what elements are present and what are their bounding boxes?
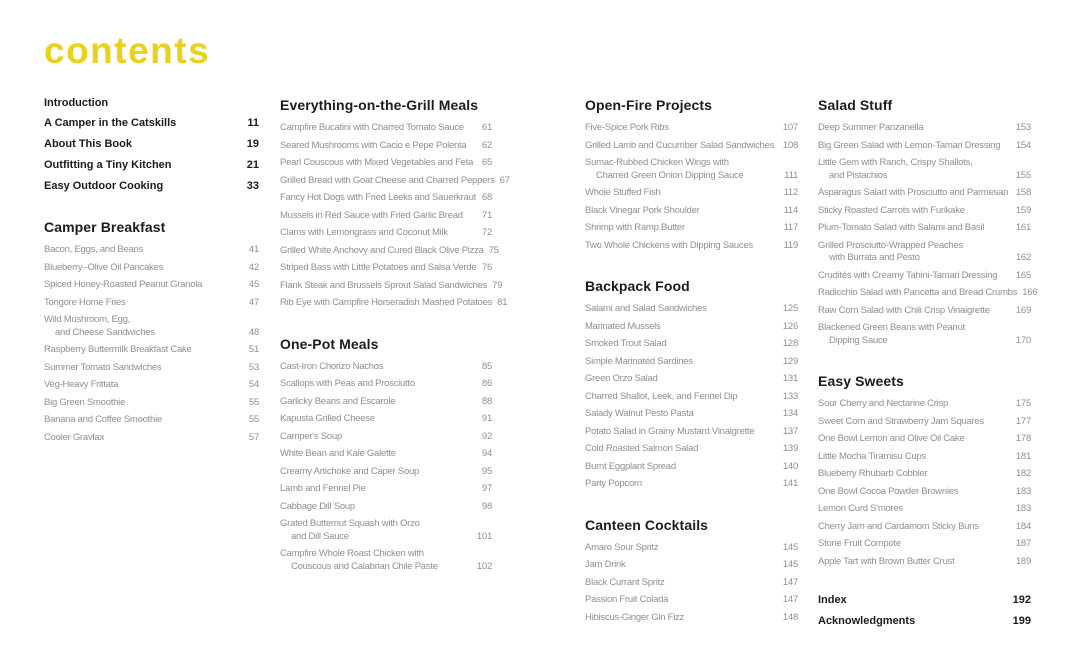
toc-section <box>585 278 798 491</box>
entry-page-number: 147 <box>782 576 798 588</box>
entry-page-number: 33 <box>246 180 259 192</box>
entry-title: Potato Salad in Grainy Mustard Vinaigrette <box>585 425 755 437</box>
entry-title: Two Whole Chickens with Dipping Sauces <box>585 239 753 251</box>
entry-title: Fancy Hot Dogs with Fried Leeks and Sauerkraut <box>280 192 477 203</box>
entry-title: Amaro Sour Spritz <box>585 541 659 553</box>
entry-page-number: 177 <box>1015 415 1031 427</box>
toc-entry <box>585 426 798 439</box>
toc-entry <box>585 391 798 404</box>
toc-entry <box>818 157 1031 182</box>
toc-entry <box>280 413 492 426</box>
toc-entry <box>585 157 798 182</box>
entry-title: Spiced Honey-Roasted Peanut Granola <box>44 279 203 290</box>
entry-title: Lemon Curd S'mores <box>818 503 903 514</box>
entry-title: One Bowl Lemon and Olive Oil Cake <box>818 433 965 444</box>
entry-title: Blueberry–Olive Oil Pancakes <box>44 261 164 273</box>
entry-title: Raspberry Buttermilk Breakfast Cake <box>44 344 192 355</box>
entry-title: Seared Mushrooms with Cacio e Pepe Polenta <box>280 139 467 151</box>
entry-page-number: 55 <box>248 414 259 425</box>
entry-page-number: 148 <box>782 611 798 623</box>
toc-entry <box>280 297 508 310</box>
toc-entry <box>585 461 798 474</box>
toc-entry <box>280 174 510 188</box>
toc-column-4 <box>818 97 1038 654</box>
toc-entry <box>44 117 259 130</box>
toc-entry <box>585 373 798 386</box>
entry-title: Flank Steak and Brussels Sprout Salad Sandwiches <box>280 279 488 291</box>
toc-entry <box>585 408 798 421</box>
entry-page-number: 68 <box>481 192 492 203</box>
entry-page-number: 153 <box>1015 122 1031 133</box>
toc-entry <box>44 432 259 445</box>
entry-title: Grated Butternut Squash with Orzo and Dill Sauce <box>280 518 420 542</box>
entry-page-number: 162 <box>1015 252 1031 263</box>
toc-entry <box>280 396 492 409</box>
entry-title: White Bean and Kale Galette <box>280 448 396 459</box>
entry-page-number: 119 <box>783 239 798 251</box>
toc-entry <box>585 594 798 607</box>
toc-entry <box>585 240 798 253</box>
toc-entry <box>585 122 798 135</box>
entry-title: Wild Mushroom, Egg, and Cheese Sandwiches <box>44 314 155 338</box>
entry-page-number: 184 <box>1015 520 1031 532</box>
toc-column-2 <box>280 97 510 599</box>
entry-title: Cherry Jam and Cardamom Sticky Buns <box>818 520 979 532</box>
toc-entry <box>280 431 492 444</box>
toc-column-3 <box>585 97 798 650</box>
entry-page-number: 131 <box>782 373 798 384</box>
entry-page-number: 159 <box>1015 204 1031 216</box>
toc-entry <box>585 559 798 572</box>
entry-title: Tongore Home Fries <box>44 296 126 308</box>
entry-page-number: 161 <box>1015 222 1031 233</box>
entry-page-number: 54 <box>248 379 259 390</box>
toc-section <box>44 219 259 444</box>
entry-page-number: 51 <box>248 344 259 355</box>
entry-title: Rib Eye with Campfire Horseradish Mashed Potatoes <box>280 297 493 308</box>
entry-title: Lamb and Fennel Pie <box>280 483 366 494</box>
entry-title: Acknowledgments <box>818 615 916 627</box>
toc-entry <box>818 205 1031 218</box>
entry-title: Salami and Salad Sandwiches <box>585 303 707 314</box>
toc-entry <box>280 192 492 205</box>
entry-page-number: 101 <box>476 530 492 542</box>
entry-page-number: 145 <box>782 559 798 570</box>
entry-page-number: 181 <box>1015 450 1031 462</box>
entry-page-number: 95 <box>481 465 492 477</box>
entry-title: Blueberry Rhubarb Cobbler <box>818 468 928 479</box>
entry-page-number: 88 <box>481 395 492 407</box>
entry-page-number: 85 <box>481 360 492 372</box>
entry-page-number: 48 <box>248 326 259 338</box>
entry-title: Black Vinegar Pork Shoulder <box>585 204 700 216</box>
toc-section <box>44 97 259 193</box>
toc-entry <box>44 297 259 310</box>
entry-page-number: 81 <box>497 297 508 308</box>
entry-title: Grilled Bread with Goat Cheese and Charred Peppers <box>280 174 495 186</box>
toc-entry <box>585 205 798 218</box>
section-header: Camper Breakfast <box>44 219 166 235</box>
entry-page-number: 128 <box>782 338 798 349</box>
toc-entry <box>44 279 259 292</box>
entry-page-number: 65 <box>481 157 492 168</box>
entry-title: Grilled Prosciutto-Wrapped Peaches with Burrata and Pesto <box>818 239 963 263</box>
entry-title: Garlicky Beans and Escarole <box>280 395 396 407</box>
entry-title: Veg-Heavy Frittata <box>44 379 119 390</box>
entry-page-number: 42 <box>248 261 259 273</box>
entry-page-number: 155 <box>1015 169 1031 181</box>
toc-entry <box>44 414 259 427</box>
entry-title: Grilled Lamb and Cucumber Salad Sandwiches <box>585 139 775 151</box>
entry-page-number: 47 <box>248 296 259 308</box>
section-header: Salad Stuff <box>818 97 893 113</box>
entry-title: Outfitting a Tiny Kitchen <box>44 159 172 171</box>
entry-page-number: 154 <box>1015 139 1031 151</box>
toc-entry <box>818 433 1031 446</box>
toc-entry <box>280 262 492 275</box>
entry-title: Cast-Iron Chorizo Nachos <box>280 360 384 372</box>
toc-entry <box>585 577 798 590</box>
toc-entry <box>280 244 499 258</box>
entry-title: Asparagus Salad with Prosciutto and Parmesan <box>818 187 1009 198</box>
entry-page-number: 129 <box>782 355 798 367</box>
entry-title: Big Green Salad with Lemon-Tamari Dressing <box>818 139 1001 151</box>
toc-entry <box>818 187 1031 200</box>
entry-page-number: 126 <box>782 320 798 332</box>
toc-entry <box>818 270 1031 283</box>
toc-entry <box>818 538 1031 551</box>
entry-title: Charred Shallot, Leek, and Fennel Dip <box>585 390 738 402</box>
section-header: Introduction <box>44 97 109 109</box>
entry-page-number: 140 <box>782 460 798 472</box>
toc-entry <box>818 556 1031 569</box>
entry-title: Clams with Lemongrass and Coconut Milk <box>280 227 448 238</box>
entry-page-number: 21 <box>246 159 259 171</box>
toc-column-1 <box>44 97 259 470</box>
entry-title: Hibiscus-Ginger Gin Fizz <box>585 611 685 623</box>
entry-page-number: 139 <box>782 443 798 454</box>
entry-title: Plum-Tomato Salad with Salami and Basil <box>818 222 985 233</box>
entry-title: Cold Roasted Salmon Salad <box>585 443 699 454</box>
toc-section <box>280 97 510 310</box>
toc-entry <box>818 615 1031 628</box>
toc-entry <box>280 227 492 240</box>
entry-page-number: 111 <box>784 169 798 181</box>
entry-title: Green Orzo Salad <box>585 373 658 384</box>
toc-entry <box>280 548 492 573</box>
entry-title: Little Gem with Ranch, Crispy Shallots, and Pistachios <box>818 157 973 181</box>
page-title: contents <box>44 30 211 71</box>
toc-entry <box>280 378 492 391</box>
section-header: One-Pot Meals <box>280 335 379 352</box>
entry-title: One Bowl Cocoa Powder Brownies <box>818 485 959 497</box>
entry-page-number: 79 <box>492 279 503 291</box>
entry-page-number: 133 <box>782 390 798 402</box>
toc-entry <box>44 180 259 193</box>
entry-page-number: 169 <box>1015 304 1031 316</box>
entry-page-number: 62 <box>481 139 492 151</box>
toc-entry <box>280 448 492 461</box>
entry-title: Marinated Mussels <box>585 320 661 332</box>
toc-entry <box>585 356 798 369</box>
entry-title: Index <box>818 594 847 606</box>
toc-section <box>280 336 492 574</box>
toc-section <box>818 373 1031 568</box>
toc-entry <box>818 322 1031 347</box>
toc-entry <box>585 478 798 491</box>
section-header: Open-Fire Projects <box>585 97 713 113</box>
toc-entry <box>44 344 259 357</box>
entry-page-number: 166 <box>1022 287 1038 298</box>
toc-entry <box>585 338 798 351</box>
entry-page-number: 114 <box>783 204 798 216</box>
toc-entry <box>585 187 798 200</box>
toc-entry <box>585 222 798 235</box>
toc-entry <box>44 159 259 172</box>
entry-title: Creamy Artichoke and Caper Soup <box>280 465 420 477</box>
toc-entry <box>818 140 1031 153</box>
entry-page-number: 55 <box>248 396 259 408</box>
entry-title: Smoked Trout Salad <box>585 338 667 349</box>
entry-title: Simple Marinated Sardines <box>585 355 693 367</box>
entry-title: Summer Tomato Sandwiches <box>44 361 162 373</box>
toc-entry <box>585 321 798 334</box>
entry-page-number: 183 <box>1015 485 1031 497</box>
section-header: Canteen Cocktails <box>585 516 709 533</box>
entry-page-number: 71 <box>481 209 492 221</box>
entry-title: Whole Stuffed Fish <box>585 187 661 198</box>
entry-page-number: 187 <box>1015 538 1031 549</box>
entry-title: Jam Drink <box>585 559 626 570</box>
entry-page-number: 170 <box>1015 334 1031 346</box>
entry-title: Black Currant Spritz <box>585 576 665 588</box>
entry-title: Little Mocha Tiramisu Cups <box>818 450 927 462</box>
entry-page-number: 112 <box>783 187 798 198</box>
entry-title: Big Green Smoothie <box>44 396 126 408</box>
toc-entry <box>280 361 492 374</box>
entry-title: Salady Walnut Pesto Pasta <box>585 408 694 419</box>
entry-title: Passion Fruit Colada <box>585 594 669 605</box>
entry-page-number: 192 <box>1012 594 1031 606</box>
entry-page-number: 107 <box>782 122 798 133</box>
entry-title: Sour Cherry and Nectarine Crisp <box>818 398 949 409</box>
entry-page-number: 97 <box>481 483 492 494</box>
entry-page-number: 67 <box>499 174 510 186</box>
toc-entry <box>818 594 1031 607</box>
entry-title: Deep Summer Panzanella <box>818 122 924 133</box>
entry-page-number: 19 <box>246 138 259 150</box>
toc-entry <box>818 287 1038 300</box>
entry-title: Banana and Coffee Smoothie <box>44 414 162 425</box>
entry-page-number: 182 <box>1015 468 1031 479</box>
entry-page-number: 175 <box>1015 398 1031 409</box>
toc-entry <box>280 483 492 496</box>
entry-page-number: 76 <box>481 262 492 273</box>
toc-entry <box>44 314 259 339</box>
entry-page-number: 102 <box>476 560 492 572</box>
toc-section <box>818 594 1031 628</box>
toc-entry <box>44 397 259 410</box>
entry-page-number: 45 <box>248 279 259 290</box>
entry-title: About This Book <box>44 138 132 150</box>
toc-section <box>585 97 798 252</box>
toc-entry <box>44 138 259 151</box>
entry-page-number: 183 <box>1015 503 1031 514</box>
entry-page-number: 158 <box>1015 187 1031 198</box>
toc-entry <box>818 122 1031 135</box>
toc-entry <box>818 398 1031 411</box>
entry-title: Sweet Corn and Strawberry Jam Squares <box>818 415 985 427</box>
section-header: Everything-on-the-Grill Meals <box>280 97 479 113</box>
entry-page-number: 11 <box>247 117 259 129</box>
section-header: Easy Sweets <box>818 373 904 389</box>
toc-entry <box>818 416 1031 429</box>
entry-title: Raw Corn Salad with Chili Crisp Vinaigrette <box>818 304 990 316</box>
entry-page-number: 92 <box>481 430 492 442</box>
entry-page-number: 145 <box>782 541 798 553</box>
toc-entry <box>818 468 1031 481</box>
entry-title: Shrimp with Ramp Butter <box>585 222 685 233</box>
toc-entry <box>280 501 492 514</box>
toc-entry <box>280 279 503 293</box>
entry-page-number: 75 <box>488 244 499 256</box>
entry-page-number: 147 <box>782 594 798 605</box>
entry-title: Campfire Whole Roast Chicken with Couscous and Calabrian Chile Paste <box>280 548 438 572</box>
entry-page-number: 53 <box>248 361 259 373</box>
entry-title: Stone Fruit Compote <box>818 538 901 549</box>
toc-entry <box>818 521 1031 534</box>
toc-entry <box>585 542 798 555</box>
entry-title: Striped Bass with Little Potatoes and Salsa Verde <box>280 262 477 273</box>
entry-page-number: 91 <box>481 413 492 424</box>
toc-entry <box>585 443 798 456</box>
toc-section <box>818 97 1038 347</box>
toc-entry <box>44 379 259 392</box>
entry-title: Cooler Gravlax <box>44 431 104 443</box>
entry-title: Party Popcorn <box>585 478 642 489</box>
toc-entry <box>818 240 1031 265</box>
toc-entry <box>585 612 798 625</box>
toc-section <box>585 517 798 625</box>
toc-entry <box>280 157 492 170</box>
toc-entry <box>280 122 492 135</box>
entry-title: Mussels in Red Sauce with Fried Garlic Bread <box>280 209 463 221</box>
entry-page-number: 117 <box>783 222 798 233</box>
entry-page-number: 108 <box>782 139 798 151</box>
entry-title: Five-Spice Pork Ribs <box>585 122 669 133</box>
entry-title: Kapusta Grilled Cheese <box>280 413 375 424</box>
toc-entry <box>280 140 492 153</box>
entry-page-number: 125 <box>782 303 798 314</box>
entry-title: Bacon, Eggs, and Beans <box>44 244 144 255</box>
entry-title: Campfire Bucatini with Charred Tomato Sauce <box>280 122 464 133</box>
entry-title: Cabbage Dill Soup <box>280 500 355 512</box>
entry-page-number: 57 <box>248 431 259 443</box>
toc-entry <box>818 503 1031 516</box>
entry-title: Grilled White Anchovy and Cured Black Olive Pizza <box>280 244 484 256</box>
entry-page-number: 72 <box>481 227 492 238</box>
entry-page-number: 94 <box>481 448 492 459</box>
toc-entry <box>585 140 798 153</box>
toc-entry <box>818 222 1031 235</box>
entry-page-number: 41 <box>248 244 259 255</box>
entry-title: Sticky Roasted Carrots with Furikake <box>818 204 965 216</box>
toc-entry <box>44 362 259 375</box>
entry-page-number: 61 <box>481 122 492 133</box>
entry-page-number: 178 <box>1015 433 1031 444</box>
entry-page-number: 165 <box>1015 269 1031 281</box>
entry-title: Crudités with Creamy Tahini-Tamari Dressing <box>818 269 998 281</box>
toc-entry <box>280 466 492 479</box>
entry-page-number: 199 <box>1012 615 1031 627</box>
entry-title: Blackened Green Beans with Peanut Dipping Sauce <box>818 322 966 346</box>
entry-page-number: 189 <box>1015 555 1031 567</box>
toc-entry <box>44 244 259 257</box>
toc-entry <box>818 451 1031 464</box>
entry-title: Scallops with Peas and Prosciutto <box>280 378 415 389</box>
entry-page-number: 137 <box>782 425 798 437</box>
entry-title: Pearl Couscous with Mixed Vegetables and Feta <box>280 157 474 168</box>
entry-title: A Camper in the Catskills <box>44 117 177 129</box>
toc-entry <box>280 518 492 543</box>
section-header: Backpack Food <box>585 278 690 294</box>
entry-page-number: 141 <box>782 478 798 489</box>
entry-title: Apple Tart with Brown Butter Crust <box>818 555 955 567</box>
toc-entry <box>280 210 492 223</box>
entry-page-number: 86 <box>481 378 492 389</box>
entry-title: Sumac-Rubbed Chicken Wings with Charred Green Onion Dipping Sauce <box>585 157 744 181</box>
entry-title: Radicchio Salad with Pancetta and Bread Crumbs <box>818 287 1018 298</box>
entry-title: Camper's Soup <box>280 430 342 442</box>
toc-entry <box>585 303 798 316</box>
entry-page-number: 134 <box>782 408 798 419</box>
entry-title: Easy Outdoor Cooking <box>44 180 164 192</box>
entry-title: Burnt Eggplant Spread <box>585 460 676 472</box>
entry-page-number: 98 <box>481 500 492 512</box>
toc-entry <box>44 262 259 275</box>
toc-entry <box>818 486 1031 499</box>
toc-entry <box>818 305 1031 318</box>
